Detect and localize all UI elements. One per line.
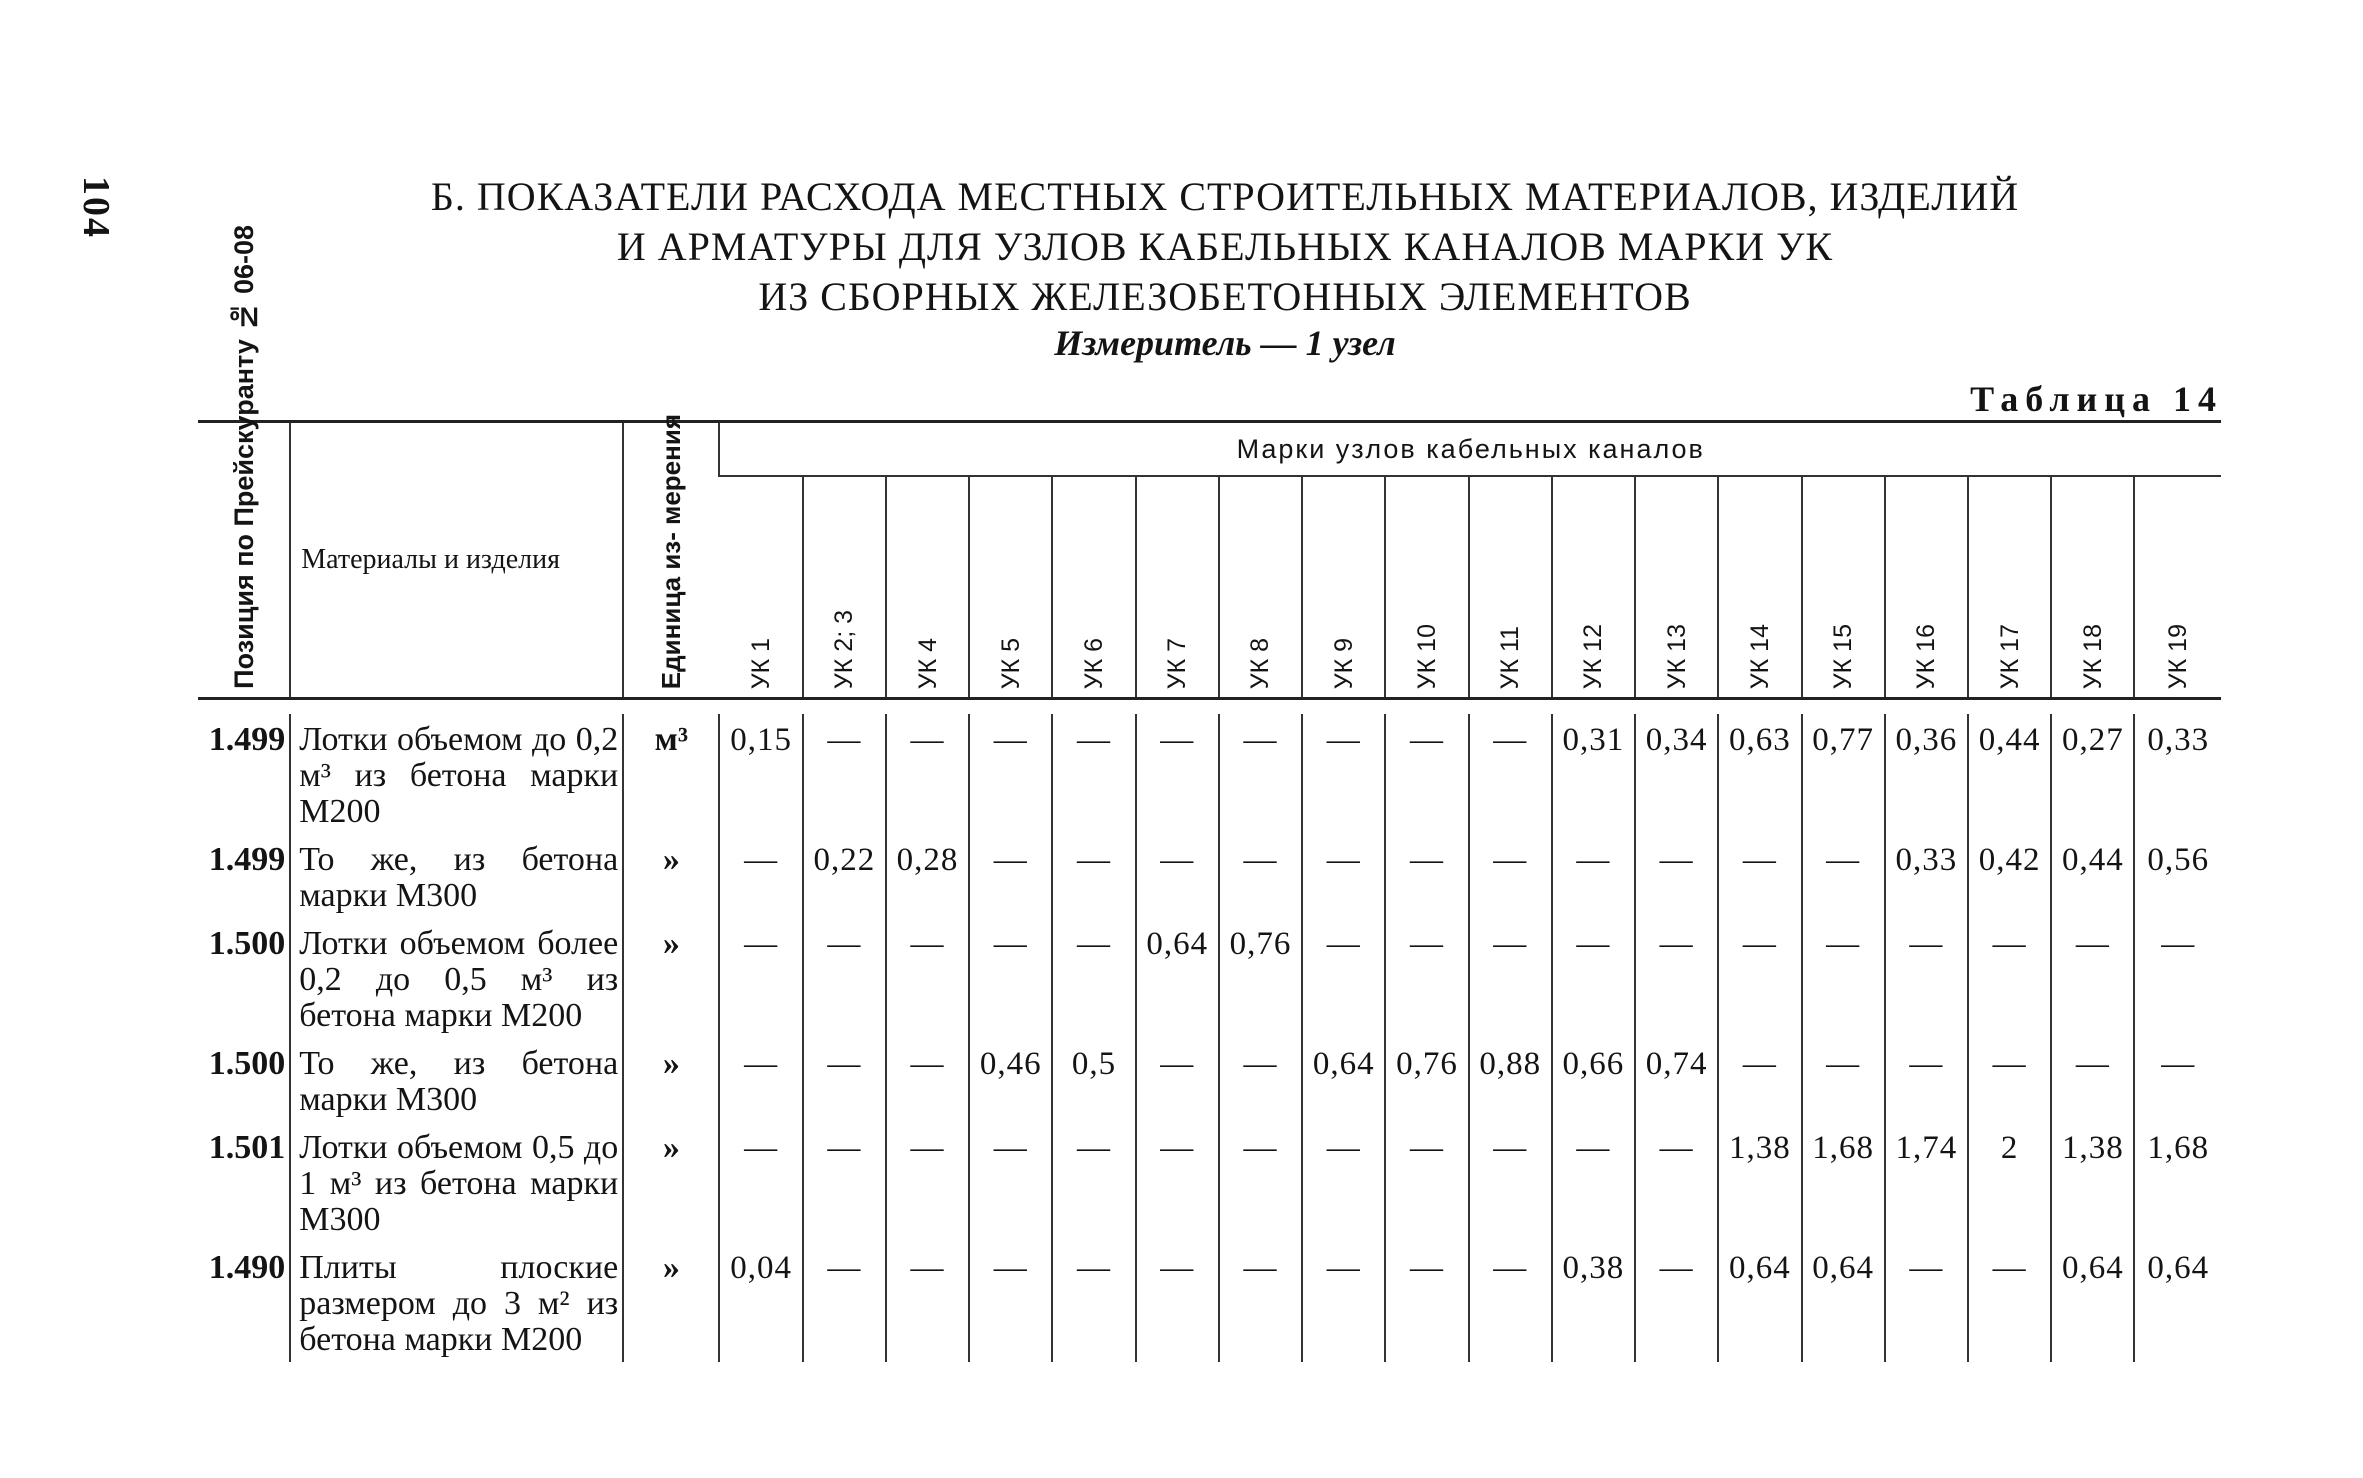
header-mark-8: УК 9 — [1302, 476, 1385, 699]
row-value-uk: 1,68 — [2134, 1122, 2221, 1242]
row-value-uk: 0,44 — [2051, 834, 2134, 918]
row-value-uk: — — [1802, 1038, 1885, 1122]
row-value-uk: — — [2134, 918, 2221, 1038]
header-mark-3: УК 4 — [886, 476, 969, 699]
row-value-uk: 0,44 — [1968, 714, 2051, 834]
header-mark-1: УК 1 — [719, 476, 802, 699]
table-label: Таблица 14 — [1970, 379, 2223, 419]
row-value-uk: — — [1469, 918, 1552, 1038]
row-material: Плиты плоские размером до 3 м² из бетона марки М200 — [290, 1242, 623, 1362]
row-value-uk: 0,64 — [1302, 1038, 1385, 1122]
row-value-uk: 0,63 — [1718, 714, 1801, 834]
row-material: То же, из бетона марки М300 — [290, 1038, 623, 1122]
header-mark-6: УК 7 — [1136, 476, 1219, 699]
table-row — [198, 1122, 2221, 1242]
row-material: Лотки объемом 0,5 до 1 м³ из бетона марки М300 — [290, 1122, 623, 1242]
row-value-uk: 0,33 — [1885, 834, 1968, 918]
row-value-uk: — — [1469, 714, 1552, 834]
row-value-uk: 0,34 — [1635, 714, 1718, 834]
row-value-uk: 0,04 — [719, 1242, 802, 1362]
row-value-uk: 2 — [1968, 1122, 2051, 1242]
header-marks-group: Марки узлов кабельных каналов — [719, 422, 2221, 477]
row-value-uk: 0,31 — [1552, 714, 1635, 834]
row-value-uk: — — [1385, 834, 1468, 918]
table-row — [198, 714, 2221, 834]
row-unit: » — [623, 1242, 719, 1362]
row-value-uk: 0,88 — [1469, 1038, 1552, 1122]
header-unit: Единица из- мерения — [623, 422, 719, 699]
row-value-uk: 0,74 — [1635, 1038, 1718, 1122]
row-value-uk: — — [886, 1038, 969, 1122]
row-value-uk: — — [1385, 1122, 1468, 1242]
row-value-uk: — — [1718, 1038, 1801, 1122]
row-value-uk: — — [1052, 918, 1135, 1038]
row-value-uk: 0,64 — [1718, 1242, 1801, 1362]
row-value-uk: — — [1052, 1242, 1135, 1362]
row-value-uk: — — [1385, 918, 1468, 1038]
row-value-uk: — — [1552, 1122, 1635, 1242]
row-value-uk: 0,46 — [969, 1038, 1052, 1122]
row-value-uk: — — [2134, 1038, 2221, 1122]
table-row — [198, 1242, 2221, 1362]
row-value-uk: — — [1136, 1122, 1219, 1242]
row-value-uk: — — [803, 918, 886, 1038]
header-mark-14: УК 15 — [1802, 476, 1885, 699]
table-row — [198, 1038, 2221, 1122]
row-value-uk: — — [1885, 1038, 1968, 1122]
row-value-uk: — — [1552, 834, 1635, 918]
row-value-uk: — — [1219, 1122, 1302, 1242]
table-body — [198, 699, 2221, 1363]
row-value-uk: — — [886, 1122, 969, 1242]
row-material: Лотки объемом до 0,2 м³ из бетона марки М200 — [290, 714, 623, 834]
row-value-uk: — — [1219, 1038, 1302, 1122]
row-value-uk: — — [1136, 1038, 1219, 1122]
row-value-uk: — — [1052, 834, 1135, 918]
row-value-uk: — — [2051, 918, 2134, 1038]
row-value-uk: — — [1219, 1242, 1302, 1362]
header-position: Позиция по Прейскуранту № 06-08 — [198, 422, 290, 699]
row-value-uk: — — [1718, 834, 1801, 918]
row-value-uk: — — [1302, 1242, 1385, 1362]
row-value-uk: — — [886, 714, 969, 834]
row-value-uk: — — [1635, 918, 1718, 1038]
row-value-uk: — — [1885, 1242, 1968, 1362]
row-value-uk: 1,74 — [1885, 1122, 1968, 1242]
row-position: 1.499 — [208, 841, 286, 878]
row-value-uk: — — [886, 918, 969, 1038]
header-mark-12: УК 13 — [1635, 476, 1718, 699]
row-value-uk: — — [1052, 1122, 1135, 1242]
header-mark-17: УК 18 — [2051, 476, 2134, 699]
header-mark-9: УК 10 — [1385, 476, 1468, 699]
title-line-2: И АРМАТУРЫ ДЛЯ УЗЛОВ КАБЕЛЬНЫХ КАНАЛОВ МАРКИ УК — [616, 224, 1834, 269]
header-mark-2: УК 2; 3 — [803, 476, 886, 699]
row-value-uk: — — [1136, 1242, 1219, 1362]
row-position: 1.501 — [208, 1129, 286, 1166]
row-unit: м³ — [623, 714, 719, 834]
row-value-uk: 0,36 — [1885, 714, 1968, 834]
row-value-uk: 0,33 — [2134, 714, 2221, 834]
row-value-uk: — — [969, 918, 1052, 1038]
row-value-uk: 0,15 — [719, 714, 802, 834]
row-value-uk: — — [1718, 918, 1801, 1038]
row-value-uk: — — [969, 1242, 1052, 1362]
header-mark-10: УК 11 — [1469, 476, 1552, 699]
row-value-uk: 0,27 — [2051, 714, 2134, 834]
row-value-uk: — — [1469, 1122, 1552, 1242]
header-mark-5: УК 6 — [1052, 476, 1135, 699]
row-value-uk: — — [1968, 918, 2051, 1038]
measure-unit-subtitle: Измеритель — 1 узел — [1054, 323, 1396, 363]
row-position: 1.490 — [208, 1249, 286, 1286]
row-value-uk: — — [719, 1122, 802, 1242]
row-value-uk: — — [1219, 714, 1302, 834]
row-value-uk: — — [719, 834, 802, 918]
row-value-uk: — — [969, 714, 1052, 834]
row-value-uk: — — [1469, 1242, 1552, 1362]
row-value-uk: — — [1802, 918, 1885, 1038]
row-value-uk: — — [1385, 1242, 1468, 1362]
row-value-uk: — — [1968, 1242, 2051, 1362]
row-value-uk: — — [1302, 714, 1385, 834]
header-mark-7: УК 8 — [1219, 476, 1302, 699]
row-value-uk: — — [969, 1122, 1052, 1242]
row-value-uk: 0,56 — [2134, 834, 2221, 918]
row-position: 1.500 — [208, 1045, 286, 1082]
row-value-uk: — — [1136, 714, 1219, 834]
row-value-uk: — — [1052, 714, 1135, 834]
title-line-3: ИЗ СБОРНЫХ ЖЕЛЕЗОБЕТОННЫХ ЭЛЕМЕНТОВ — [758, 274, 1692, 319]
row-value-uk: 0,76 — [1219, 918, 1302, 1038]
header-mark-18: УК 19 — [2134, 476, 2221, 699]
row-value-uk: — — [1885, 918, 1968, 1038]
row-value-uk: — — [969, 834, 1052, 918]
header-mark-13: УК 14 — [1718, 476, 1801, 699]
row-value-uk: — — [1219, 834, 1302, 918]
row-value-uk: — — [1635, 1242, 1718, 1362]
page-number: 104 — [75, 176, 117, 239]
row-value-uk: 1,38 — [1718, 1122, 1801, 1242]
header-mark-16: УК 17 — [1968, 476, 2051, 699]
row-value-uk: 1,68 — [1802, 1122, 1885, 1242]
row-value-uk: — — [1635, 834, 1718, 918]
header-mark-11: УК 12 — [1552, 476, 1635, 699]
document-title — [300, 172, 2150, 322]
row-value-uk: — — [2051, 1038, 2134, 1122]
row-value-uk: — — [1968, 1038, 2051, 1122]
row-value-uk: 0,76 — [1385, 1038, 1468, 1122]
row-value-uk: — — [1469, 834, 1552, 918]
row-unit: » — [623, 1038, 719, 1122]
row-value-uk: — — [886, 1242, 969, 1362]
row-value-uk: 0,5 — [1052, 1038, 1135, 1122]
row-unit: » — [623, 918, 719, 1038]
row-value-uk: 0,64 — [1136, 918, 1219, 1038]
row-value-uk: 0,64 — [2051, 1242, 2134, 1362]
row-value-uk: — — [803, 1122, 886, 1242]
row-material: То же, из бетона марки М300 — [290, 834, 623, 918]
row-value-uk: — — [1635, 1122, 1718, 1242]
row-value-uk: — — [719, 1038, 802, 1122]
row-value-uk: 0,42 — [1968, 834, 2051, 918]
row-value-uk: 1,38 — [2051, 1122, 2134, 1242]
row-value-uk: 0,28 — [886, 834, 969, 918]
row-value-uk: 0,64 — [1802, 1242, 1885, 1362]
row-value-uk: 0,66 — [1552, 1038, 1635, 1122]
header-mark-15: УК 16 — [1885, 476, 1968, 699]
row-unit: » — [623, 1122, 719, 1242]
row-value-uk: — — [803, 1038, 886, 1122]
row-value-uk: — — [803, 714, 886, 834]
row-value-uk: 0,77 — [1802, 714, 1885, 834]
table-row — [198, 918, 2221, 1038]
row-value-uk: 0,22 — [803, 834, 886, 918]
row-value-uk: — — [803, 1242, 886, 1362]
row-value-uk: 0,38 — [1552, 1242, 1635, 1362]
row-value-uk: — — [719, 918, 802, 1038]
row-position: 1.500 — [208, 925, 286, 962]
table-row — [198, 834, 2221, 918]
title-line-1: Б. ПОКАЗАТЕЛИ РАСХОДА МЕСТНЫХ СТРОИТЕЛЬНЫХ МАТЕРИАЛОВ, ИЗДЕЛИЙ — [430, 174, 2020, 219]
row-value-uk: — — [1802, 834, 1885, 918]
row-value-uk: — — [1302, 834, 1385, 918]
row-position: 1.499 — [208, 721, 286, 758]
row-value-uk: — — [1136, 834, 1219, 918]
row-unit: » — [623, 834, 719, 918]
header-materials: Материалы и изделия — [290, 422, 623, 699]
row-value-uk: — — [1302, 918, 1385, 1038]
row-value-uk: — — [1385, 714, 1468, 834]
row-value-uk: — — [1552, 918, 1635, 1038]
row-value-uk: — — [1302, 1122, 1385, 1242]
row-material: Лотки объемом более 0,2 до 0,5 м³ из бетона марки М200 — [290, 918, 623, 1038]
row-value-uk: 0,64 — [2134, 1242, 2221, 1362]
header-mark-4: УК 5 — [969, 476, 1052, 699]
